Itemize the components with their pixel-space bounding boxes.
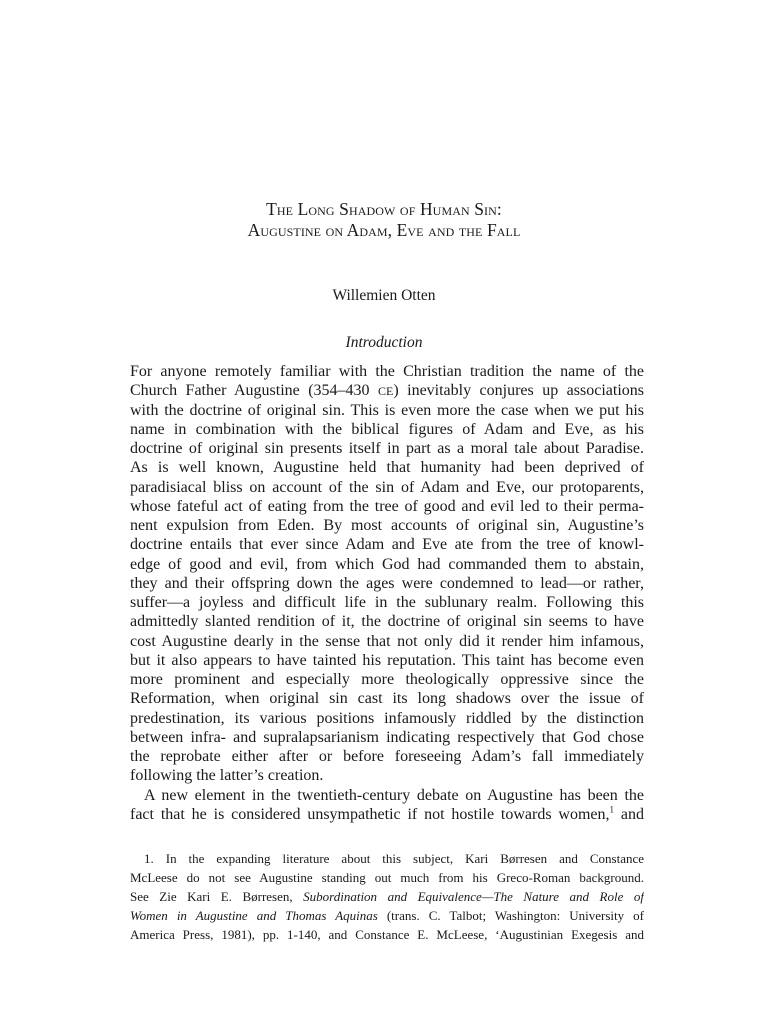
text-line: suffer—a joyless and difficult life in the sublunary realm. Following this [130,594,644,611]
title-line-2: Augustine on Adam, Eve and the Fall [247,220,521,240]
text-line: between infra- and supralapsarianism indicating respectively that God chose [130,728,644,746]
text-line: the reprobate either after or before foreseeing Adam’s fall immediately [130,748,644,765]
text-line: following the latter’s creation. [130,767,324,785]
author-name: Willemien Otten [332,287,436,304]
text-line: fact that he is considered unsympathetic if not hostile towards women,$^1$ and [130,804,644,823]
book-title: Women in Augustine and Thomas Aquinas [130,908,378,923]
footnote-line: McLeese do not see Augustine standing out much from his Greco-Roman background. [130,870,644,885]
text-line: Reformation, when original sin cast its long shadows over the issue of [130,690,644,708]
footnote-number: 1. [144,851,154,866]
text-line: As is well known, Augustine held that humanity had been deprived of [130,459,644,477]
era-abbreviation: CE [378,384,394,399]
text-line: admittedly slanted rendition of it, the doctrine of original sin seems to have [130,613,644,631]
text-line: they and their offspring down the ages were condemned to lead—or rather, [130,574,644,592]
footnote [130,849,644,944]
text-line: with the doctrine of original sin. This is even more the case when we put his [130,401,644,419]
footnote-line: 1. In the expanding literature about this subject, Kari Børresen and Constance [144,851,644,866]
book-title: Subordination and Equivalence—The Nature and Role of [303,889,644,904]
footnote-line: Women in Augustine and Thomas Aquinas (trans. C. Talbot; Washington: University of [130,908,644,923]
section-heading: Introduction [345,334,423,351]
footnote-line: America Press, 1981), pp. 1-140, and Constance E. McLeese, ‘Augustinian Exegesis and [130,927,644,942]
text-line: Church Father Augustine (354–430 CE) inevitably conjures up associations [130,382,644,400]
footnote-line: See Zie Kari E. Børresen, Subordination and Equivalence—The Nature and Role of [130,889,644,904]
article-title [0,199,768,241]
text-line: whose fateful act of eating from the tree of good and evil led to their perma- [130,497,644,515]
text-line: doctrine of original sin presents itself in part as a moral tale about Paradise. [130,440,644,457]
text-line: doctrine entails that ever since Adam and Eve ate from the tree of knowl- [130,536,644,554]
text-line: cost Augustine dearly in the sense that not only did it render him infamous, [130,632,644,650]
text-line: paradisiacal bliss on account of the sin of Adam and Eve, our protoparents, [130,478,644,496]
text-line: predestination, its various positions infamously riddled by the distinction [130,709,644,727]
text-line: more prominent and especially more theologically oppressive since the [130,671,644,688]
footnote-ref[interactable]: 1 [609,804,615,815]
text-line: edge of good and evil, from which God had commanded them to abstain, [130,555,644,573]
body-text [130,362,644,824]
text-line: name in combination with the biblical figures of Adam and Eve, as his [130,420,644,438]
title-line-1: The Long Shadow of Human Sin: [266,199,502,219]
text-line: but it also appears to have tainted his reputation. This taint has become even [130,651,644,669]
text-line: nent expulsion from Eden. By most accounts of original sin, Augustine’s [130,517,644,534]
text-line: For anyone remotely familiar with the Christian tradition the name of the [130,363,644,380]
text-line: A new element in the twentieth-century debate on Augustine has been the [144,786,644,804]
